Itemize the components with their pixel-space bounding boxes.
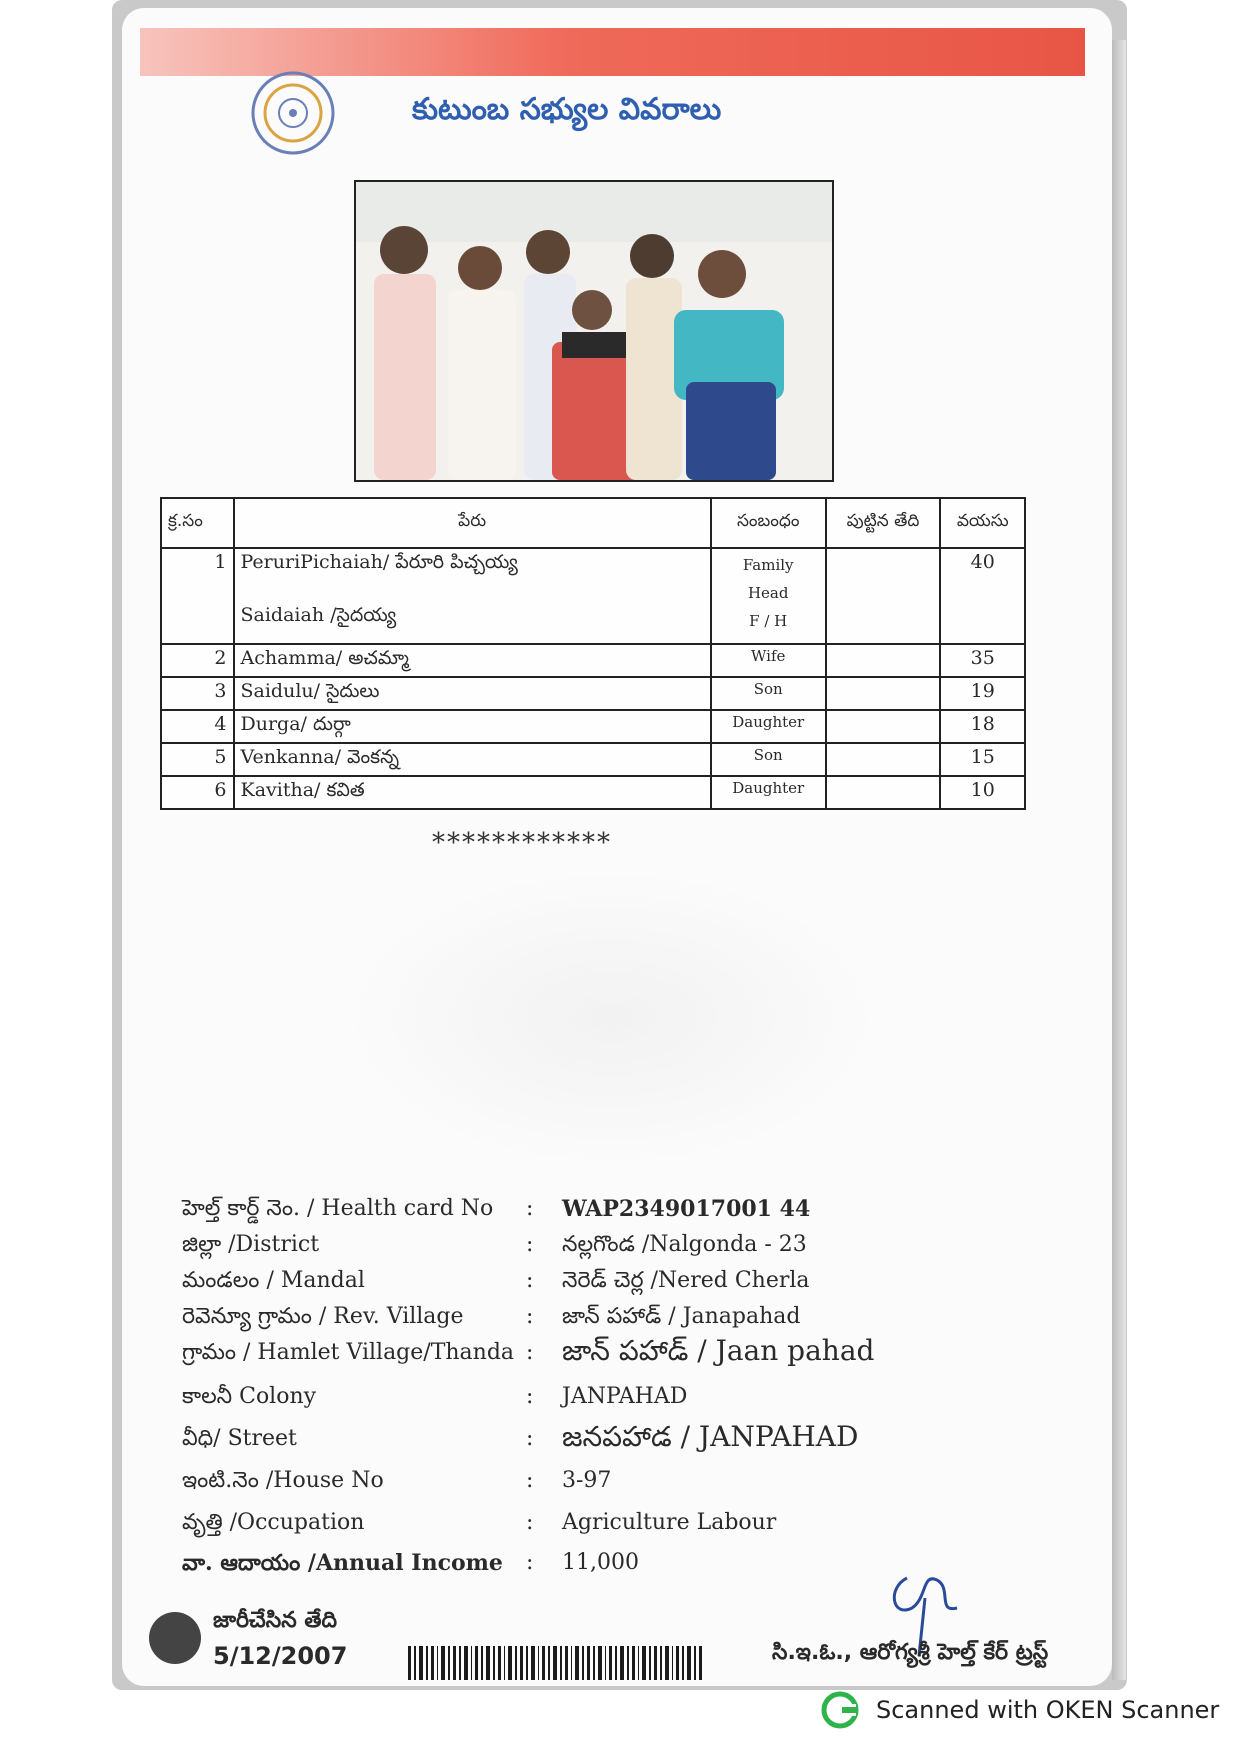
row-name-line1: PeruriPichaiah/ పేరూరి పిచ్చయ్య bbox=[240, 551, 518, 573]
row-name: Saidulu/ సైదులు bbox=[234, 677, 711, 710]
detail-row-hamlet bbox=[182, 1334, 982, 1376]
table-row bbox=[161, 743, 1025, 776]
detail-value: జాన్ పహాడ్ / Janapahad bbox=[562, 1304, 801, 1329]
row-serial: 3 bbox=[161, 677, 234, 710]
detail-row-street bbox=[182, 1420, 982, 1462]
row-serial: 4 bbox=[161, 710, 234, 743]
detail-row-annual-income bbox=[182, 1550, 982, 1586]
row-relation: Daughter bbox=[711, 776, 826, 809]
detail-row-mandal bbox=[182, 1268, 982, 1304]
header-name: పేరు bbox=[234, 498, 711, 548]
row-dob bbox=[826, 743, 941, 776]
detail-label: వృత్తి /Occupation bbox=[182, 1510, 365, 1535]
detail-colon: : bbox=[526, 1426, 534, 1451]
family-card bbox=[122, 8, 1112, 1686]
hologram-dot-icon bbox=[149, 1612, 201, 1664]
detail-value: 11,000 bbox=[562, 1550, 639, 1575]
trust-authority: సి.ఇ.ఓ., ఆరోగ్యశ్రీ హెల్త్ కేర్ ట్రస్ట్ bbox=[772, 1640, 1049, 1665]
row-serial: 1 bbox=[161, 548, 234, 644]
row-name bbox=[234, 548, 711, 644]
row-dob bbox=[826, 710, 941, 743]
row-age: 15 bbox=[940, 743, 1025, 776]
detail-value: Agriculture Labour bbox=[562, 1510, 777, 1535]
detail-label: కాలనీ Colony bbox=[182, 1384, 317, 1409]
row-age: 18 bbox=[940, 710, 1025, 743]
detail-value: జనపహాడ / JANPAHAD bbox=[562, 1420, 859, 1453]
row-age: 10 bbox=[940, 776, 1025, 809]
row-dob bbox=[826, 548, 941, 644]
detail-colon: : bbox=[526, 1384, 534, 1409]
header-serial: క్ర.సం bbox=[161, 498, 234, 548]
row-name-line2: Saidaiah /సైదయ్య bbox=[240, 604, 397, 626]
detail-value: 3-97 bbox=[562, 1468, 612, 1493]
detail-colon: : bbox=[526, 1196, 534, 1221]
watermark bbox=[342, 868, 882, 1168]
row-name: Durga/ దుర్గా bbox=[234, 710, 711, 743]
detail-value: జాన్ పహాడ్ / Jaan pahad bbox=[562, 1334, 875, 1367]
row-serial: 5 bbox=[161, 743, 234, 776]
address-details bbox=[182, 1196, 982, 1586]
detail-label: వీధి/ Street bbox=[182, 1426, 297, 1451]
table-row bbox=[161, 710, 1025, 743]
detail-colon: : bbox=[526, 1340, 534, 1365]
scanner-footer-text: Scanned with OKEN Scanner bbox=[876, 1696, 1220, 1724]
row-dob bbox=[826, 644, 941, 677]
detail-label: గ్రామం / Hamlet Village/Thanda bbox=[182, 1340, 515, 1365]
table-row bbox=[161, 548, 1025, 644]
row-relation: Wife bbox=[711, 644, 826, 677]
detail-row-health-card bbox=[182, 1196, 982, 1232]
detail-row-house-no bbox=[182, 1468, 982, 1504]
row-relation-line3: F / H bbox=[749, 612, 788, 630]
detail-colon: : bbox=[526, 1550, 534, 1575]
separator-stars: ************ bbox=[432, 828, 612, 858]
detail-label: రెవెన్యూ గ్రామం / Rev. Village bbox=[182, 1304, 464, 1329]
row-relation-line2: Head bbox=[747, 584, 789, 602]
detail-colon: : bbox=[526, 1268, 534, 1293]
detail-row-colony bbox=[182, 1384, 982, 1420]
row-relation: Son bbox=[711, 677, 826, 710]
row-age: 35 bbox=[940, 644, 1025, 677]
card-title: కుటుంబ సభ్యుల వివరాలు bbox=[412, 92, 722, 127]
detail-colon: : bbox=[526, 1232, 534, 1257]
family-members-table bbox=[160, 497, 1026, 810]
row-relation-line1: Family bbox=[742, 556, 794, 574]
table-row bbox=[161, 776, 1025, 809]
detail-row-occupation bbox=[182, 1510, 982, 1546]
row-serial: 6 bbox=[161, 776, 234, 809]
detail-value: నెరెడ్ చెర్ల /Nered Cherla bbox=[562, 1268, 810, 1293]
detail-label: హెల్త్ కార్డ్ నెం. / Health card No bbox=[182, 1196, 494, 1221]
row-relation bbox=[711, 548, 826, 644]
row-name: Kavitha/ కవిత bbox=[234, 776, 711, 809]
detail-label: మండలం / Mandal bbox=[182, 1268, 365, 1293]
detail-value: నల్లగొండ /Nalgonda - 23 bbox=[562, 1232, 807, 1257]
government-seal-icon bbox=[250, 70, 336, 156]
issued-date: 5/12/2007 bbox=[213, 1642, 348, 1670]
row-relation: Son bbox=[711, 743, 826, 776]
detail-label: వా. ఆదాయం /Annual Income bbox=[182, 1550, 503, 1576]
header-age: వయసు bbox=[940, 498, 1025, 548]
issued-label: జారీచేసిన తేది bbox=[213, 1608, 337, 1633]
row-age: 19 bbox=[940, 677, 1025, 710]
oken-scanner-icon bbox=[820, 1690, 860, 1730]
scan-edge bbox=[1112, 40, 1126, 1680]
row-dob bbox=[826, 776, 941, 809]
row-dob bbox=[826, 677, 941, 710]
detail-row-district bbox=[182, 1232, 982, 1268]
detail-label: జిల్లా /District bbox=[182, 1232, 320, 1257]
header-dob: పుట్టిన తేది bbox=[826, 498, 941, 548]
detail-value: JANPAHAD bbox=[562, 1384, 688, 1409]
detail-colon: : bbox=[526, 1304, 534, 1329]
detail-colon: : bbox=[526, 1510, 534, 1535]
barcode bbox=[408, 1646, 702, 1680]
table-row bbox=[161, 677, 1025, 710]
detail-value: WAP2349017001 44 bbox=[562, 1196, 811, 1222]
row-name: Venkanna/ వెంకన్న bbox=[234, 743, 711, 776]
row-name: Achamma/ అచమ్మా bbox=[234, 644, 711, 677]
row-serial: 2 bbox=[161, 644, 234, 677]
row-relation: Daughter bbox=[711, 710, 826, 743]
detail-label: ఇంటి.నెం /House No bbox=[182, 1468, 384, 1493]
row-age: 40 bbox=[940, 548, 1025, 644]
table-row bbox=[161, 644, 1025, 677]
header-relation: సంబంధం bbox=[711, 498, 826, 548]
family-photo bbox=[354, 180, 834, 482]
detail-colon: : bbox=[526, 1468, 534, 1493]
table-header-row bbox=[161, 498, 1025, 548]
header-band bbox=[140, 28, 1085, 76]
